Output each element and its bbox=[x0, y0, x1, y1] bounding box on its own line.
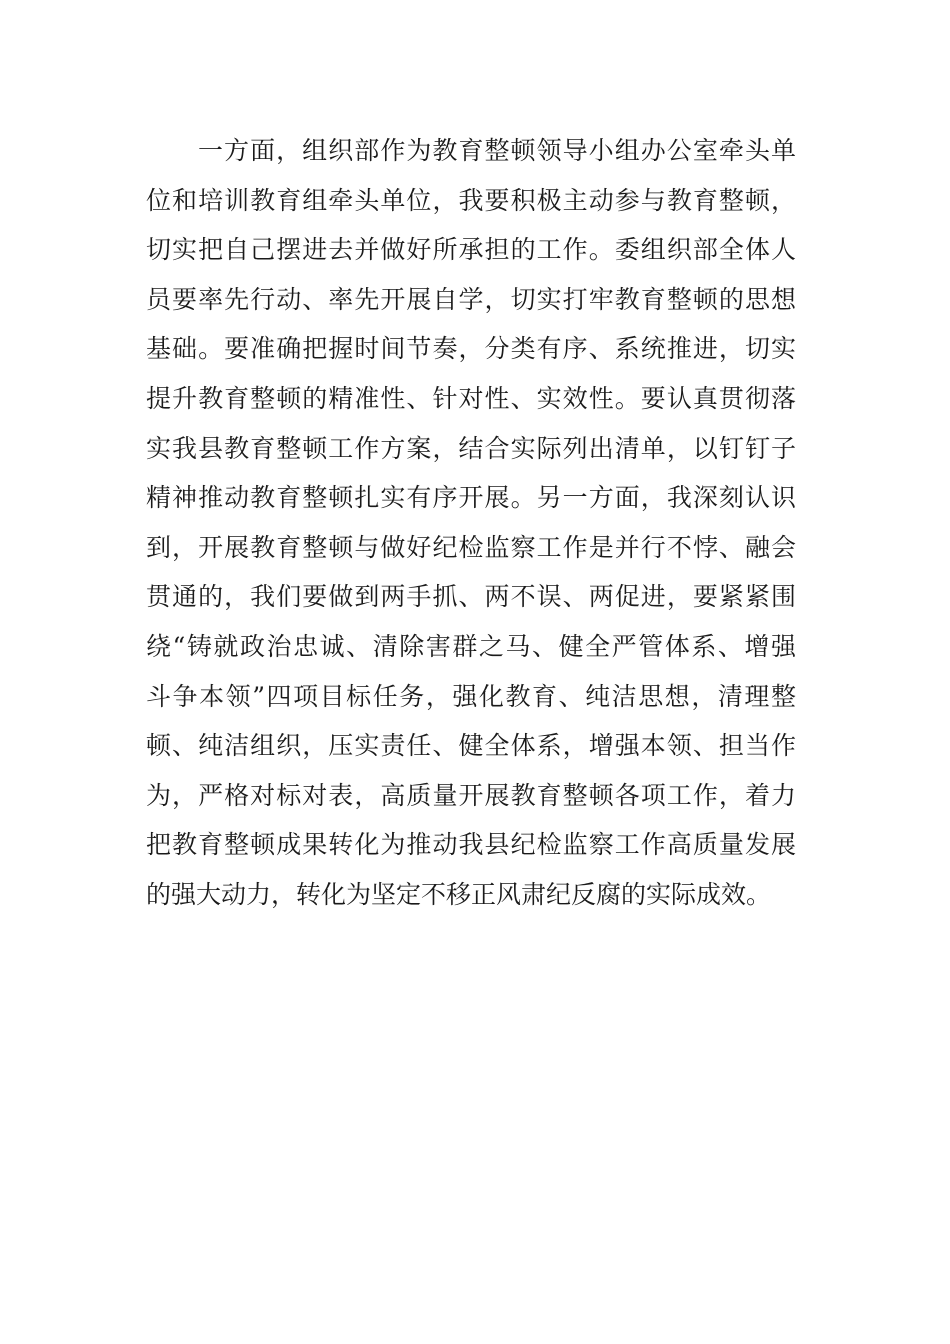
paragraph-line: 的强大动力，转化为坚定不移正风肃纪反腐的实际成效。 bbox=[146, 879, 772, 909]
paragraph-line: 到，开展教育整顿与做好纪检监察工作是并行不悖、融会 bbox=[146, 532, 796, 562]
paragraph-line: 把教育整顿成果转化为推动我县纪检监察工作高质量发展 bbox=[146, 830, 796, 860]
paragraph-line: 提升教育整顿的精准性、针对性、实效性。要认真贯彻落 bbox=[146, 383, 796, 413]
paragraph-line: 为，严格对标对表，高质量开展教育整顿各项工作，着力 bbox=[146, 780, 796, 810]
paragraph-line: 切实把自己摆进去并做好所承担的工作。委组织部全体人 bbox=[146, 235, 796, 265]
paragraph-line: 精神推动教育整顿扎实有序开展。另一方面，我深刻认识 bbox=[146, 483, 796, 513]
paragraph-line: 位和培训教育组牵头单位，我要积极主动参与教育整顿， bbox=[146, 185, 796, 215]
body-paragraph bbox=[146, 126, 796, 920]
paragraph-line: 贯通的，我们要做到两手抓、两不误、两促进，要紧紧围 bbox=[146, 582, 796, 612]
paragraph-line: 基础。要准确把握时间节奏，分类有序、系统推进，切实 bbox=[146, 334, 796, 364]
paragraph-line: 顿、纯洁组织，压实责任、健全体系，增强本领、担当作 bbox=[146, 731, 796, 761]
paragraph-line: 员要率先行动、率先开展自学，切实打牢教育整顿的思想 bbox=[146, 284, 796, 314]
paragraph-line: 实我县教育整顿工作方案，结合实际列出清单，以钉钉子 bbox=[146, 433, 796, 463]
paragraph-line: 斗争本领”四项目标任务，强化教育、纯洁思想，清理整 bbox=[146, 681, 796, 711]
paragraph-line: 绕“铸就政治忠诚、清除害群之马、健全严管体系、增强 bbox=[146, 631, 796, 661]
paragraph-line: 一方面，组织部作为教育整顿领导小组办公室牵头单 bbox=[198, 136, 796, 165]
